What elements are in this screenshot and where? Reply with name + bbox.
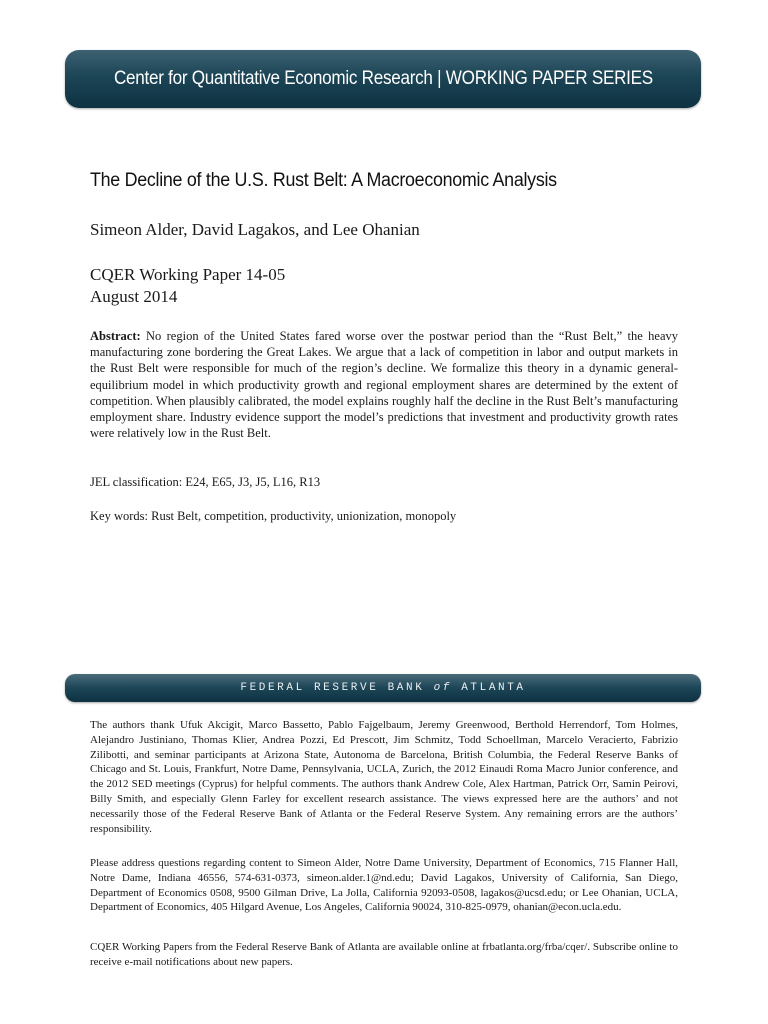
- series-title: Center for Quantitative Economic Research | WORKING PAPER SERIES: [113, 68, 653, 89]
- paper-title: The Decline of the U.S. Rust Belt: A Macroeconomic Analysis: [90, 170, 557, 191]
- acknowledgments: The authors thank Ufuk Akcigit, Marco Bassetto, Pablo Fajgelbaum, Jeremy Greenwood, Berthold Herrendorf, Tom Holmes, Alejandro Justiniano, Thomas Klier, Andrea Pozzi, Ed Prescott, Jim Schmitz, Todd Schoellman, Marcelo Veracierto, Fabrizio Zilibotti, and seminar participants at Arizona State, Autonoma de Barcelona, British Columbia, the Federal Reserve Banks of Chicago and St. Louis, Frankfurt, Notre Dame, Pennsylvania, UCLA, Zurich, the 2012 Einaudi Roma Macro Junior conference, and the 2012 SED meetings (Cyprus) for helpful comments. The authors thank Andrew Cole, Alex Hartman, Patrick Orr, Samin Peirovi, Billy Smith, and especially Glenn Farley for excellent research assistance. The views expressed here are the authors’ and not necessarily those of the Federal Reserve Bank of Atlanta or the Federal Reserve System. Any remaining errors are the authors’ responsibility.: [90, 719, 678, 835]
- key-words: Key words: Rust Belt, competition, productivity, unionization, monopoly: [90, 509, 457, 523]
- institution-banner: [65, 674, 701, 702]
- availability-note: CQER Working Papers from the Federal Reserve Bank of Atlanta are available online at frbatlanta.org/frba/cqer/. Subscribe online to receive e-mail notifications about new papers.: [90, 941, 678, 968]
- jel-classification: JEL classification: E24, E65, J3, J5, L16, R13: [90, 475, 321, 489]
- publication-date: August 2014: [90, 287, 178, 306]
- working-paper-info: [90, 264, 285, 308]
- contact-info: Please address questions regarding content to Simeon Alder, Notre Dame University, Department of Economics, 715 Flanner Hall, Notre Dame, Indiana 46556, 574-631-0373, simeon.alder.1@nd.edu; David Lagakos, University of California, San Diego, Department of Economics 0508, 9500 Gilman Drive, La Jolla, California 92093-0508, lagakos@ucsd.edu; or Lee Ohanian, UCLA, Department of Economics, 405 Hilgard Avenue, Los Angeles, California 90024, 310-825-0979, ohanian@econ.ucla.edu.: [90, 857, 678, 914]
- institution-name-part: FEDERAL RESERVE BANK: [240, 682, 434, 694]
- institution-name: [240, 682, 525, 694]
- abstract: [90, 328, 678, 441]
- working-paper-number: CQER Working Paper 14-05: [90, 265, 286, 284]
- institution-name-part: ATLANTA: [452, 682, 526, 694]
- abstract-text: No region of the United States fared worse over the postwar period than the “Rust Belt,” the heavy manufacturing zone bordering the Great Lakes. We argue that a lack of competition in labor and output markets in the Rust Belt were responsible for much of the region’s decline. We formalize this theory in a dynamic general-equilibrium model in which productivity growth and regional employment shares are determined by the extent of competition. When plausibly calibrated, the model explains roughly half the decline in the Rust Belt’s manufacturing employment share. Industry evidence support the model’s predictions that investment and productivity growth rates were relatively low in the Rust Belt.: [90, 329, 678, 441]
- paper-authors: Simeon Alder, David Lagakos, and Lee Ohanian: [90, 220, 420, 239]
- series-header-banner: [65, 50, 701, 108]
- institution-name-italic: of: [433, 682, 453, 694]
- abstract-label: Abstract:: [90, 329, 141, 343]
